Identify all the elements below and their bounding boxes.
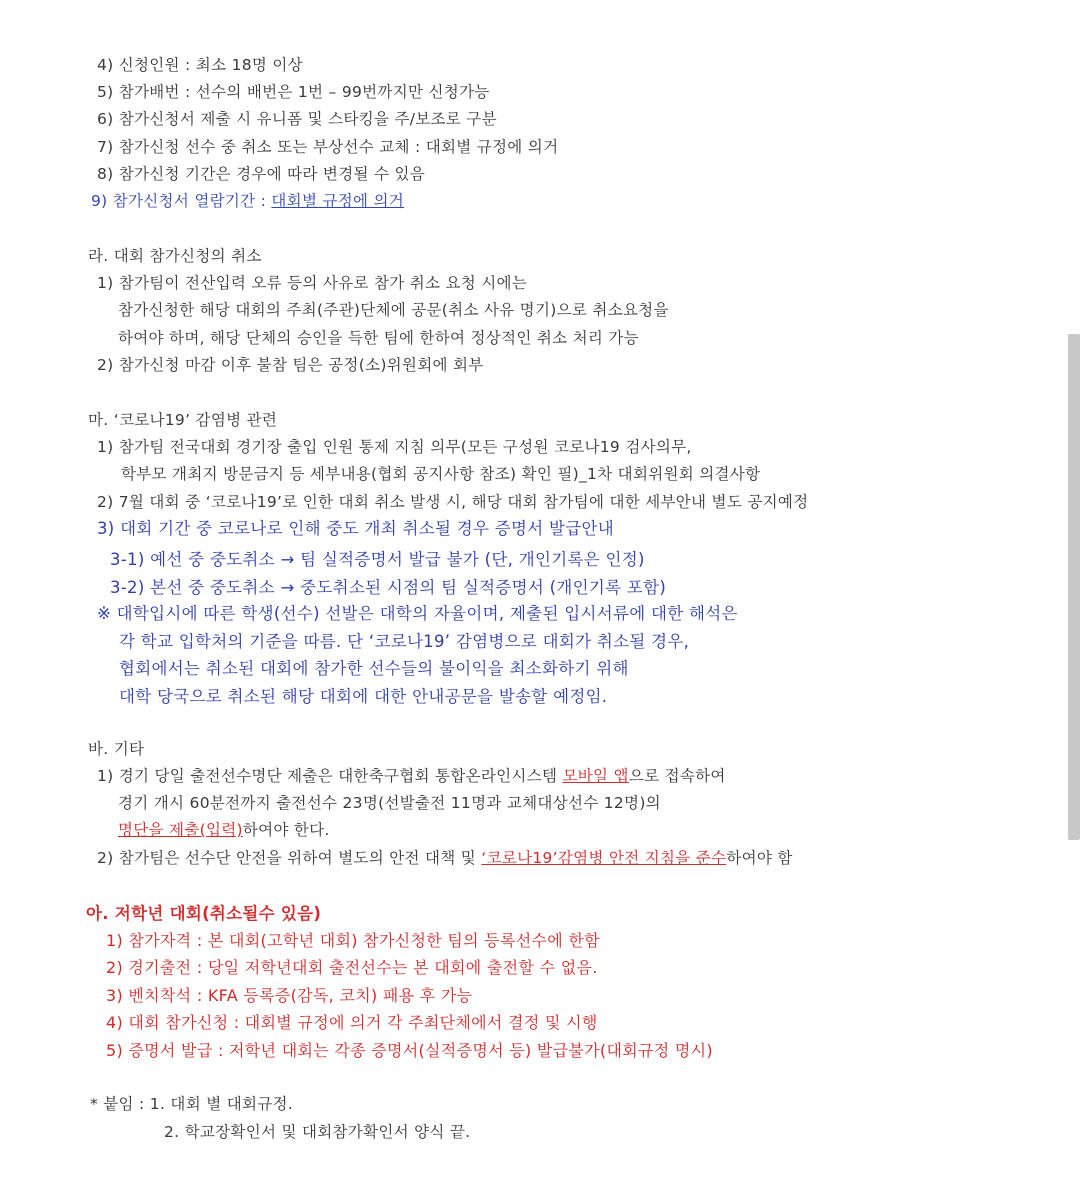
ma-item-2: 2) 7월 대회 중 ‘코로나19’로 인한 대회 취소 발생 시, 해당 대회 참가팀에 대한 세부안내 별도 공지예정 [97, 493, 809, 511]
ba-item-2-text-b: 하여야 함 [726, 849, 793, 867]
ra-item-1-line-a: 1) 참가팀이 전산입력 오류 등의 사유로 참가 취소 요청 시에는 [97, 274, 528, 292]
item-5: 5) 참가배번 : 선수의 배번은 1번 – 99번까지만 신청가능 [97, 83, 490, 101]
ba-item-1-line-a [97, 766, 726, 786]
section-ma-heading: 마. ‘코로나19’ 감염병 관련 [88, 411, 278, 429]
ma-note-line-d: 대학 당국으로 취소된 해당 대회에 대한 안내공문을 발송할 예정임. [119, 687, 608, 706]
ra-item-2: 2) 참가신청 마감 이후 불참 팀은 공정(소)위원회에 회부 [97, 356, 484, 374]
a-item-1: 1) 참가자격 : 본 대회(고학년 대회) 참가신청한 팀의 등록선수에 한함 [106, 931, 600, 950]
ma-item-1-line-a: 1) 참가팀 전국대회 경기장 출입 인원 통제 지침 의무(모든 구성원 코로나19 검사의무, [97, 438, 692, 456]
ba-item-1-text-a: 1) 경기 당일 출전선수명단 제출은 대한축구협회 통합온라인시스템 [97, 767, 563, 785]
ma-note-line-b: 각 학교 입학처의 기준을 따름. 단 ‘코로나19’ 감염병으로 대회가 취소될 경우, [119, 632, 690, 651]
section-ra-heading: 라. 대회 참가신청의 취소 [88, 247, 262, 265]
ma-item-1-line-b: 학부모 개최지 방문금지 등 세부내용(협회 공지사항 참조) 확인 필)_1차 대회위원회 의결사항 [121, 465, 761, 483]
a-item-4: 4) 대회 참가신청 : 대회별 규정에 의거 각 주최단체에서 결정 및 시행 [106, 1013, 598, 1032]
a-item-5: 5) 증명서 발급 : 저학년 대회는 각종 증명서(실적증명서 등) 발급불가(대회규정 명시) [106, 1041, 713, 1060]
ba-item-1-text-b: 으로 접속하여 [628, 767, 726, 785]
covid-guideline-link[interactable]: ‘코로나19’감염병 안전 지침을 준수 [481, 849, 727, 867]
section-a-heading: 아. 저학년 대회(취소될수 있음) [86, 904, 322, 923]
ba-item-2-text-a: 2) 참가팀은 선수단 안전을 위하여 별도의 안전 대책 및 [97, 849, 482, 867]
item-9 [91, 191, 404, 211]
a-item-2: 2) 경기출전 : 당일 저학년대회 출전선수는 본 대회에 출전할 수 없음. [106, 958, 598, 977]
item-7: 7) 참가신청 선수 중 취소 또는 부상선수 교체 : 대회별 규정에 의거 [97, 138, 559, 156]
item-6: 6) 참가신청서 제출 시 유니폼 및 스타킹을 주/보조로 구분 [97, 110, 497, 128]
ba-item-2 [97, 848, 793, 868]
section-ba-heading: 바. 기타 [88, 740, 145, 758]
attachment-line-2: 2. 학교장확인서 및 대회참가확인서 양식 끝. [164, 1123, 471, 1141]
ba-item-1-text-c: 하여야 한다. [242, 821, 330, 839]
ba-item-1-line-b: 경기 개시 60분전까지 출전선수 23명(선발출전 11명과 교체대상선수 12명)의 [118, 794, 661, 812]
attachment-line-1: * 붙임 : 1. 대회 별 대회규정. [90, 1095, 294, 1113]
ba-item-1-line-c [118, 820, 330, 840]
ma-note-line-c: 협회에서는 취소된 대회에 참가한 선수들의 불이익을 최소화하기 위해 [119, 659, 629, 678]
roster-submit-link[interactable]: 명단을 제출(입력) [118, 821, 243, 839]
ma-item-3-1: 3-1) 예선 중 중도취소 → 팀 실적증명서 발급 불가 (단, 개인기록은 인정) [110, 550, 645, 569]
mobile-app-link[interactable]: 모바일 앱 [562, 767, 629, 785]
item-9-text: 9) 참가신청서 열람기간 : [91, 192, 272, 210]
scrollbar-thumb[interactable] [1068, 334, 1080, 840]
ma-item-3: 3) 대회 기간 중 코로나로 인해 중도 개최 취소될 경우 증명서 발급안내 [97, 519, 614, 538]
item-4: 4) 신청인원 : 최소 18명 이상 [97, 56, 303, 74]
a-item-3: 3) 벤치착석 : KFA 등록증(감독, 코치) 패용 후 가능 [106, 986, 473, 1005]
ra-item-1-line-c: 하여야 하며, 해당 단체의 승인을 득한 팀에 한하여 정상적인 취소 처리 가능 [118, 329, 639, 347]
ma-item-3-2: 3-2) 본선 중 중도취소 → 중도취소된 시점의 팀 실적증명서 (개인기록 포함) [110, 578, 667, 597]
ra-item-1-line-b: 참가신청한 해당 대회의 주최(주관)단체에 공문(취소 사유 명기)으로 취소요청을 [118, 301, 669, 319]
ma-note-line-a: ※ 대학입시에 따른 학생(선수) 선발은 대학의 자율이며, 제출된 입시서류에 대한 해석은 [97, 604, 738, 623]
item-8: 8) 참가신청 기간은 경우에 따라 변경될 수 있음 [97, 165, 426, 183]
item-9-link[interactable]: 대회별 규정에 의거 [271, 192, 405, 210]
